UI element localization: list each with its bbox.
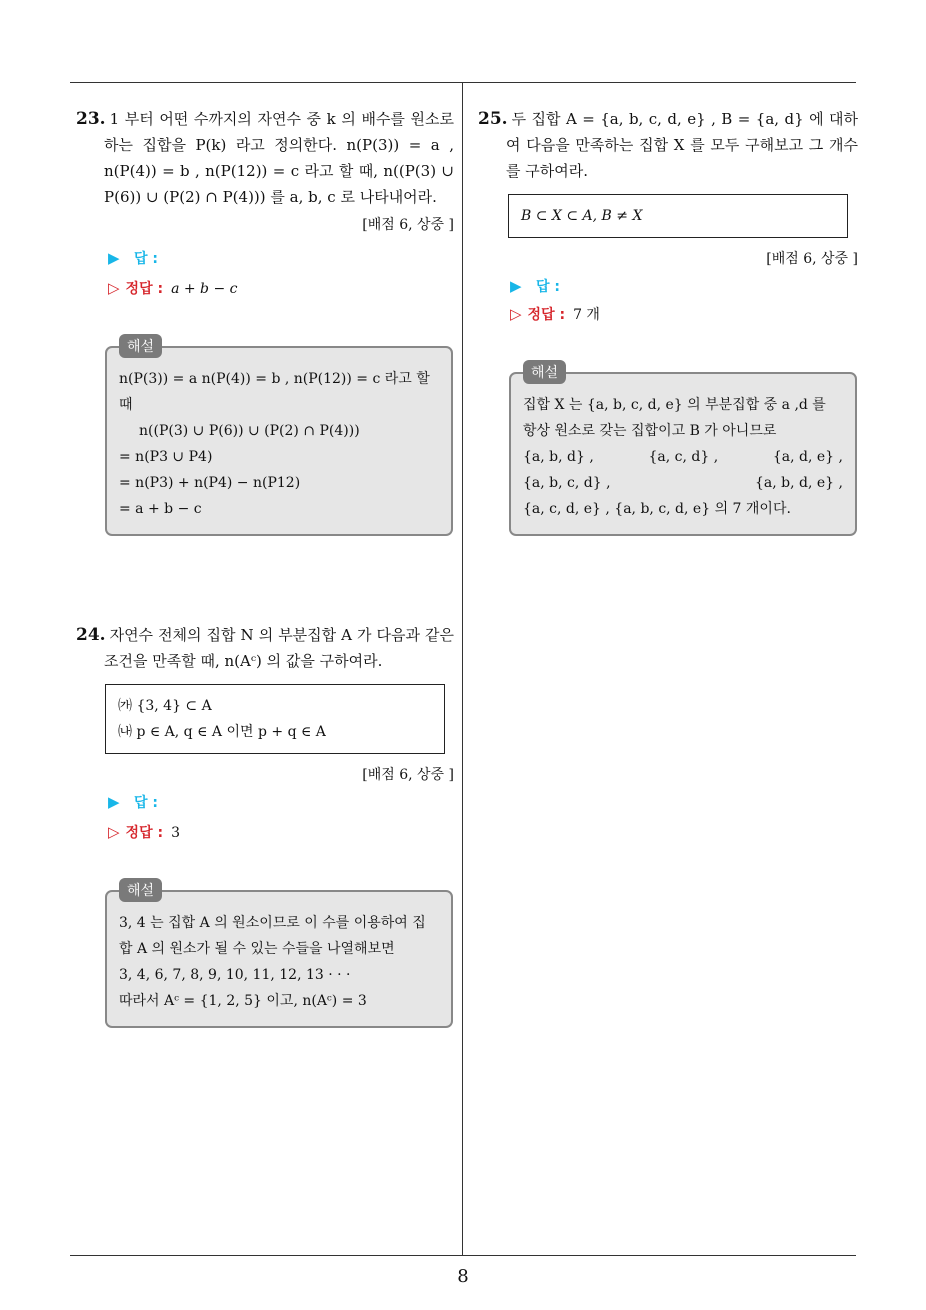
problem-24-answer-line: [108, 790, 454, 814]
problem-24: [76, 622, 454, 1028]
problem-25-condition: [508, 194, 848, 238]
problem-25-score: [배점 6, 상중 ]: [766, 251, 858, 267]
answer-label: 답 :: [134, 251, 158, 267]
solution-line: = a + b − c: [119, 501, 202, 517]
condition-text: B ⊂ X ⊂ A, B ≠ X: [521, 208, 643, 224]
set-item: {a, b, d, e} ,: [755, 475, 843, 491]
problem-25-number: 25.: [478, 109, 508, 129]
solution-line: n(P(3)) = a n(P(4)) = b , n(P(12)) = c 라고 할 때: [119, 371, 430, 413]
problem-23-text: 1 부터 어떤 수까지의 자연수 중 k 의 배수를 원소로 하는 집합을 P(k) 라고 정의한다. n(P(3)) = a , n(P(4)) = b , n(P(12)) = c 라고 할 때, n((P(3) ∪ P(6)) ∪ (P(2) ∩ P(4))) 를 a, b, c 로 나타내어라.: [104, 110, 454, 206]
correct-value: 3: [171, 825, 180, 841]
problem-25-statement: [478, 106, 858, 184]
solution-box: [105, 346, 453, 536]
problem-24-number: 24.: [76, 625, 106, 645]
correct-triangle-icon: ▷: [108, 823, 120, 841]
problem-24-solution: [105, 883, 453, 1028]
answer-label: 답 :: [134, 795, 158, 811]
answer-arrow-icon: ▶: [108, 793, 120, 811]
problem-23: [76, 106, 454, 536]
solution-line: = n(P3 ∪ P4): [119, 449, 213, 465]
solution-line: 3, 4 는 집합 A 의 원소이므로 이 수를 이용하여 집합 A 의 원소가 될 수 있는 수들을 나열해보면: [119, 915, 426, 957]
solution-box: [105, 890, 453, 1028]
problem-25-answer-line: [510, 274, 858, 298]
problem-25: [478, 106, 858, 536]
solution-line: = n(P3) + n(P4) − n(P12): [119, 475, 301, 491]
correct-label: 정답 :: [125, 825, 164, 841]
top-rule: [70, 82, 856, 83]
problem-24-score: [배점 6, 상중 ]: [362, 767, 454, 783]
problem-23-correct-line: [108, 276, 454, 300]
solution-sets-row-1: [523, 444, 843, 470]
solution-tag: 해설: [119, 334, 162, 358]
condition-na: ㈏ p ∈ A, q ∈ A 이면 p + q ∈ A: [118, 724, 326, 740]
problem-24-conditions: [105, 684, 445, 754]
answer-label: 답 :: [536, 279, 560, 295]
correct-triangle-icon: ▷: [510, 305, 522, 323]
solution-intro: 집합 X 는 {a, b, c, d, e} 의 부분집합 중 a ,d 를 항상 원소로 갖는 집합이고 B 가 아니므로: [523, 397, 826, 439]
solution-box: [509, 372, 857, 536]
answer-arrow-icon: ▶: [108, 249, 120, 267]
problem-23-statement: [76, 106, 454, 210]
problem-23-number: 23.: [76, 109, 106, 129]
solution-outro: {a, c, d, e} , {a, b, c, d, e} 의 7 개이다.: [523, 501, 791, 517]
solution-tag: 해설: [119, 878, 162, 902]
problem-25-solution: [509, 365, 857, 536]
condition-ga: ㈎ {3, 4} ⊂ A: [118, 698, 212, 714]
correct-value: 7 개: [573, 307, 600, 323]
solution-line: 3, 4, 6, 7, 8, 9, 10, 11, 12, 13 · · ·: [119, 967, 351, 983]
page-number: 8: [457, 1266, 469, 1287]
correct-value: a + b − c: [171, 281, 238, 297]
solution-line: n((P(3) ∪ P(6)) ∪ (P(2) ∩ P(4))): [139, 423, 360, 439]
column-divider: [462, 83, 463, 1255]
correct-label: 정답 :: [527, 307, 566, 323]
correct-triangle-icon: ▷: [108, 279, 120, 297]
problem-25-text: 두 집합 A = {a, b, c, d, e} , B = {a, d} 에 대하여 다음을 만족하는 집합 X 를 모두 구해보고 그 개수를 구하여라.: [506, 110, 858, 180]
problem-23-answer-line: [108, 246, 454, 270]
solution-tag: 해설: [523, 360, 566, 384]
problem-24-text: 자연수 전체의 집합 N 의 부분집합 A 가 다음과 같은 조건을 만족할 때, n(Aᶜ) 의 값을 구하여라.: [104, 626, 454, 670]
bottom-rule: [70, 1255, 856, 1256]
answer-arrow-icon: ▶: [510, 277, 522, 295]
set-item: {a, b, d} ,: [523, 449, 594, 465]
set-item: {a, b, c, d} ,: [523, 475, 611, 491]
solution-sets-row-2: [523, 470, 843, 496]
set-item: {a, c, d} ,: [648, 449, 719, 465]
problem-23-solution: [105, 339, 453, 536]
set-item: {a, d, e} ,: [772, 449, 843, 465]
problem-25-correct-line: [510, 302, 858, 326]
problem-24-statement: [76, 622, 454, 674]
problem-23-score: [배점 6, 상중 ]: [362, 217, 454, 233]
correct-label: 정답 :: [125, 281, 164, 297]
problem-24-correct-line: [108, 820, 454, 844]
solution-line: 따라서 Aᶜ = {1, 2, 5} 이고, n(Aᶜ) = 3: [119, 993, 367, 1009]
